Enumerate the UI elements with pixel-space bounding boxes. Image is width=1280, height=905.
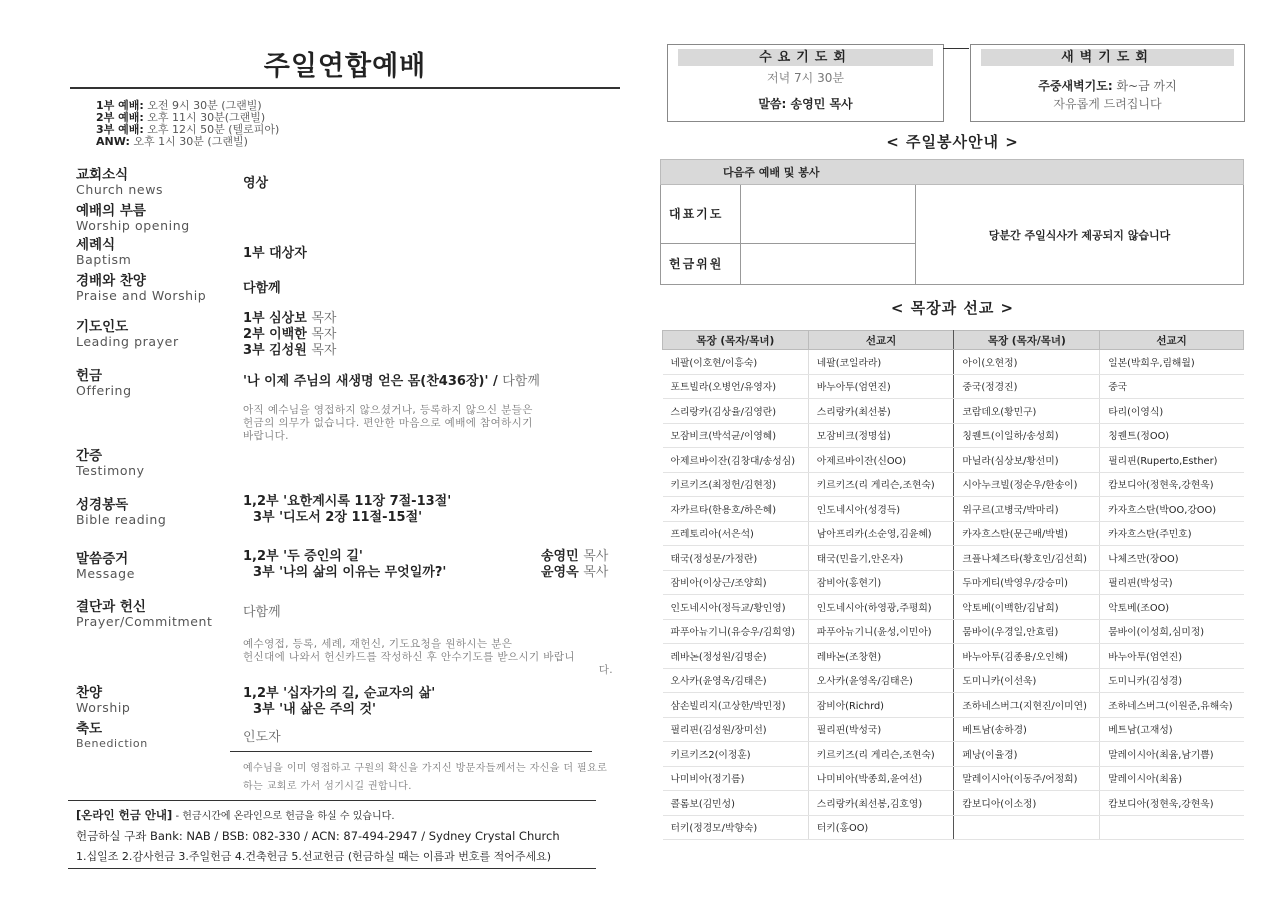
online-heading: [온라인 헌금 안내] - 헌금시간에 온라인으로 헌금을 하실 수 있습니다.: [76, 808, 395, 822]
mission-group: 잠비아(이상근/조양희): [663, 570, 809, 595]
commitment-note: 예수영접, 등록, 세례, 재헌신, 기도요청을 원하시는 분은 헌신대에 나와서 헌신카드를 작성하신 후 안수기도를 받으시기 바랍니 다.: [243, 638, 613, 676]
service-table: [660, 159, 1244, 285]
order-prayer: 기도인도 Leading prayer: [76, 319, 179, 349]
mission-group: 조하네스버그(지현진/이미연): [954, 693, 1100, 718]
mission-group: 삼손빌리지(고상한/박민정): [663, 693, 809, 718]
reading-lines: 1,2부 '요한계시록 11장 7절-13절' 3부 '디도서 2장 11절-15절': [243, 494, 452, 525]
mission-group: 필리핀(김성원/장미선): [663, 717, 809, 742]
mission-group: 파푸아뉴기니(유승우/김희영): [663, 619, 809, 644]
mission-row: [663, 742, 1244, 767]
mission-row: [663, 693, 1244, 718]
mission-row: [663, 521, 1244, 546]
mission-field: 도미니카(김성경): [1100, 668, 1244, 693]
mission-row: [663, 423, 1244, 448]
mission-field: 조하네스버그(이원준,유해숙): [1100, 693, 1244, 718]
mission-group: [954, 815, 1100, 840]
mission-row: [663, 815, 1244, 840]
mission-field: 베트남(고재성): [1100, 717, 1244, 742]
message-speakers: 송영민 목사 윤영옥 목사: [541, 549, 609, 580]
mission-group: 칭퀜트(이일하/송성희): [954, 423, 1100, 448]
mission-row: [663, 717, 1244, 742]
mission-field: 인도네시아(하영광,주평희): [808, 595, 954, 620]
mission-row: [663, 350, 1244, 375]
baptism-text: 1부 대상자: [243, 246, 307, 261]
mission-field: 레바논(조창현): [808, 644, 954, 669]
mission-group: 아제르바이잔(김창대/송성심): [663, 448, 809, 473]
order-message: 말씀증거 Message: [76, 551, 135, 581]
order-reading: 성경봉독 Bible reading: [76, 497, 167, 527]
mission-row: [663, 570, 1244, 595]
mission-group: 도미니카(이선욱): [954, 668, 1100, 693]
mission-field: 바누아투(엄연진): [1100, 644, 1244, 669]
mission-field: 필리핀(Ruperto,Esther): [1100, 448, 1244, 473]
mission-field: 인도네시아(성경득): [808, 497, 954, 522]
service-table-header: 다음주 예배 및 봉사: [661, 160, 1244, 185]
mission-row: [663, 595, 1244, 620]
mission-group: 마닐라(심상보/황선미): [954, 448, 1100, 473]
mission-field: 필리핀(박성국): [1100, 570, 1244, 595]
visitor-rule: [230, 751, 592, 752]
mission-group: 스리랑카(김상율/김영란): [663, 399, 809, 424]
mission-group: 크플나체즈타(황호인/김선희): [954, 546, 1100, 571]
service-time-3: 3부 예배: 오후 12시 50분 (텔로피아): [96, 123, 280, 136]
offering-note: 아직 예수님을 영접하지 않으셨거나, 등록하지 않으신 분들은 헌금의 의무가 없습니다. 편안한 마음으로 예배에 참여하시기 바랍니다.: [243, 404, 533, 442]
mission-field: 중국: [1100, 374, 1244, 399]
mission-header-group-1: 목장 (목자/목녀): [663, 331, 809, 350]
mission-field: 필리핀(박성국): [808, 717, 954, 742]
box-connector: [943, 48, 969, 49]
mission-field: 나체즈만(장OO): [1100, 546, 1244, 571]
benediction-text: 인도자: [243, 730, 281, 745]
mission-group: 인도네시아(정득교/황인영): [663, 595, 809, 620]
mission-field: 아제르바이잔(신OO): [808, 448, 954, 473]
mission-row: [663, 668, 1244, 693]
mission-row: [663, 472, 1244, 497]
mission-group: 아이(오현정): [954, 350, 1100, 375]
mission-field: 스리랑카(최선봉,김호영): [808, 791, 954, 816]
mission-group: 악토베(이백한/김남희): [954, 595, 1100, 620]
mission-group: 나미비아(정기름): [663, 766, 809, 791]
mission-group: 프레토리아(서은석): [663, 521, 809, 546]
mission-table: [662, 330, 1244, 840]
mission-field: 카자흐스탄(주민호): [1100, 521, 1244, 546]
mission-row: [663, 644, 1244, 669]
mission-group: 중국(정경진): [954, 374, 1100, 399]
bulletin-title: 주일연합예배: [263, 51, 427, 82]
mission-field: 모잠비크(정명섭): [808, 423, 954, 448]
service-notice: 당분간 주일식사가 제공되지 않습니다: [916, 185, 1244, 285]
mission-group: 콜롬보(김민성): [663, 791, 809, 816]
service-row-offering-value: [741, 243, 916, 284]
mission-row: [663, 374, 1244, 399]
order-benediction: 축도 Benediction: [76, 721, 148, 750]
mission-field: 타리(이영식): [1100, 399, 1244, 424]
dawn-box: [970, 44, 1245, 122]
bottom-rule: [68, 868, 596, 869]
mission-field: 말레이시아(최윰,남기쁨): [1100, 742, 1244, 767]
online-types: 1.십일조 2.감사헌금 3.주일헌금 4.건축헌금 5.선교헌금 (헌금하실 때는 이름과 번호를 적어주세요): [76, 850, 552, 863]
mission-field: 키르키즈(리 게리슨,조현숙): [808, 742, 954, 767]
mission-group: 바누아투(김종용/오인해): [954, 644, 1100, 669]
prayer-leaders: 1부 심상보 목자 2부 이백한 목자 3부 김성원 목자: [243, 311, 337, 358]
mission-field: 태국(민을기,안온자): [808, 546, 954, 571]
mission-group: 포트빌라(오병언/유영자): [663, 374, 809, 399]
order-commitment: 결단과 헌신 Prayer/Commitment: [76, 599, 213, 629]
dawn-title: 새벽기도회: [981, 49, 1234, 66]
mission-header-field-2: 선교지: [1100, 331, 1244, 350]
mission-group: 위구르(고병국/박마리): [954, 497, 1100, 522]
mission-heading: < 목장과 선교 >: [890, 299, 1015, 317]
order-testimony: 간증 Testimony: [76, 448, 145, 478]
service-row-prayer-value: [741, 185, 916, 243]
mission-group: 키르키즈2(이정훈): [663, 742, 809, 767]
mission-group: 베트남(송하경): [954, 717, 1100, 742]
mission-field: 파푸아뉴기니(윤성,이민아): [808, 619, 954, 644]
mission-field: 잠비아(홍현기): [808, 570, 954, 595]
mission-field: 카자흐스탄(박OO,강OO): [1100, 497, 1244, 522]
service-time-1: 1부 예배: 오전 9시 30분 (그랜빌): [96, 99, 262, 112]
wednesday-title: 수요기도회: [678, 49, 933, 66]
mission-row: [663, 399, 1244, 424]
order-news: 교회소식 Church news: [76, 167, 164, 197]
mission-group: 두마게티(박영우/강승미): [954, 570, 1100, 595]
order-baptism: 세례식 Baptism: [76, 237, 132, 267]
mission-field: 네팔(코일라라): [808, 350, 954, 375]
service-heading: < 주일봉사안내 >: [886, 133, 1019, 151]
mission-header-field-1: 선교지: [808, 331, 954, 350]
wednesday-box: [667, 44, 944, 122]
service-row-offering: 헌금위원: [661, 243, 741, 284]
mission-row: [663, 497, 1244, 522]
mission-group: 태국(정성문/가정란): [663, 546, 809, 571]
online-rule: [68, 800, 596, 801]
mission-row: [663, 766, 1244, 791]
dawn-days: 주중새벽기도: 화~금 까지: [1038, 79, 1177, 93]
mission-field: 남아프리카(소순영,김윤혜): [808, 521, 954, 546]
mission-group: 캄보디아(이소정): [954, 791, 1100, 816]
service-row-prayer: 대표기도: [661, 185, 741, 243]
mission-row: [663, 448, 1244, 473]
mission-row: [663, 546, 1244, 571]
mission-group: 페낭(이율경): [954, 742, 1100, 767]
mission-header-group-2: 목장 (목자/목녀): [954, 331, 1100, 350]
mission-group: 레바논(정성원/김명순): [663, 644, 809, 669]
service-time-4: ANW: 오후 1시 30분 (그랜빌): [96, 135, 248, 148]
order-offering: 헌금 Offering: [76, 368, 132, 398]
order-praise: 경배와 찬양 Praise and Worship: [76, 273, 207, 303]
mission-group: 키르키즈(최정헌/김현정): [663, 472, 809, 497]
online-account: 헌금하실 구좌 Bank: NAB / BSB: 082-330 / ACN: 87-494-2947 / Sydney Crystal Church: [76, 829, 560, 843]
mission-field: 악토베(조OO): [1100, 595, 1244, 620]
wednesday-time: 저녁 7시 30분: [767, 71, 844, 85]
commitment-text: 다함께: [243, 605, 281, 620]
mission-group: 자카르타(한용호/하은혜): [663, 497, 809, 522]
mission-group: 터키(정경모/박향숙): [663, 815, 809, 840]
mission-field: 키르키즈(리 게리슨,조현숙): [808, 472, 954, 497]
mission-field: 잠비아(Richrd): [808, 693, 954, 718]
mission-field: 캄보디아(정현욱,강현욱): [1100, 791, 1244, 816]
message-lines: 1,2부 '두 증인의 길' 3부 '나의 삶의 이유는 무엇일까?': [243, 549, 447, 580]
hymn-lines: 1,2부 '십자가의 길, 순교자의 삶' 3부 '내 삶은 주의 것': [243, 686, 436, 717]
mission-group: 시아누크빌(정순우/한송이): [954, 472, 1100, 497]
visitor-note: 예수님을 이미 영접하고 구원의 확신을 가지신 방문자들께서는 자신을 더 필요로 하는 교회로 가서 섬기시길 권합니다.: [243, 763, 608, 792]
mission-row: [663, 791, 1244, 816]
mission-field: 칭퀜트(정OO): [1100, 423, 1244, 448]
dawn-note: 자유롭게 드려집니다: [1053, 97, 1162, 111]
order-opening: 예배의 부름 Worship opening: [76, 203, 190, 233]
praise-text: 다함께: [243, 281, 281, 296]
title-rule: [70, 87, 620, 89]
mission-field: 스리랑카(최선봉): [808, 399, 954, 424]
mission-field: 뭄바이(이성희,심미정): [1100, 619, 1244, 644]
mission-row: [663, 619, 1244, 644]
service-time-2: 2부 예배: 오후 11시 30분(그랜빌): [96, 111, 266, 124]
order-hymn: 찬양 Worship: [76, 685, 131, 715]
mission-field: 나미비아(박종희,윤여선): [808, 766, 954, 791]
mission-group: 오사카(윤영옥/김태은): [663, 668, 809, 693]
news-text: 영상: [243, 176, 269, 191]
offering-hymn: '나 이제 주님의 새생명 얻은 몸(찬436장)' / 다함께: [243, 374, 540, 389]
mission-field: 바누아투(엄연진): [808, 374, 954, 399]
mission-field: 캄보디아(정현욱,강현욱): [1100, 472, 1244, 497]
mission-group: 네팔(이호현/이흥숙): [663, 350, 809, 375]
service-times: [96, 100, 279, 148]
mission-group: 모잠비크(박석균/이영혜): [663, 423, 809, 448]
mission-field: [1100, 815, 1244, 840]
mission-field: 오사카(윤영옥/김태은): [808, 668, 954, 693]
mission-field: 말레이시아(최윰): [1100, 766, 1244, 791]
mission-group: 뭄바이(우경일,안효림): [954, 619, 1100, 644]
mission-group: 코람데오(황민구): [954, 399, 1100, 424]
mission-group: 말레이시아(이동주/어정희): [954, 766, 1100, 791]
mission-group: 카자흐스탄(문근배/박별): [954, 521, 1100, 546]
mission-field: 일본(박희우,림해월): [1100, 350, 1244, 375]
mission-field: 터키(홍OO): [808, 815, 954, 840]
wednesday-speaker: 말씀: 송영민 목사: [758, 97, 853, 111]
